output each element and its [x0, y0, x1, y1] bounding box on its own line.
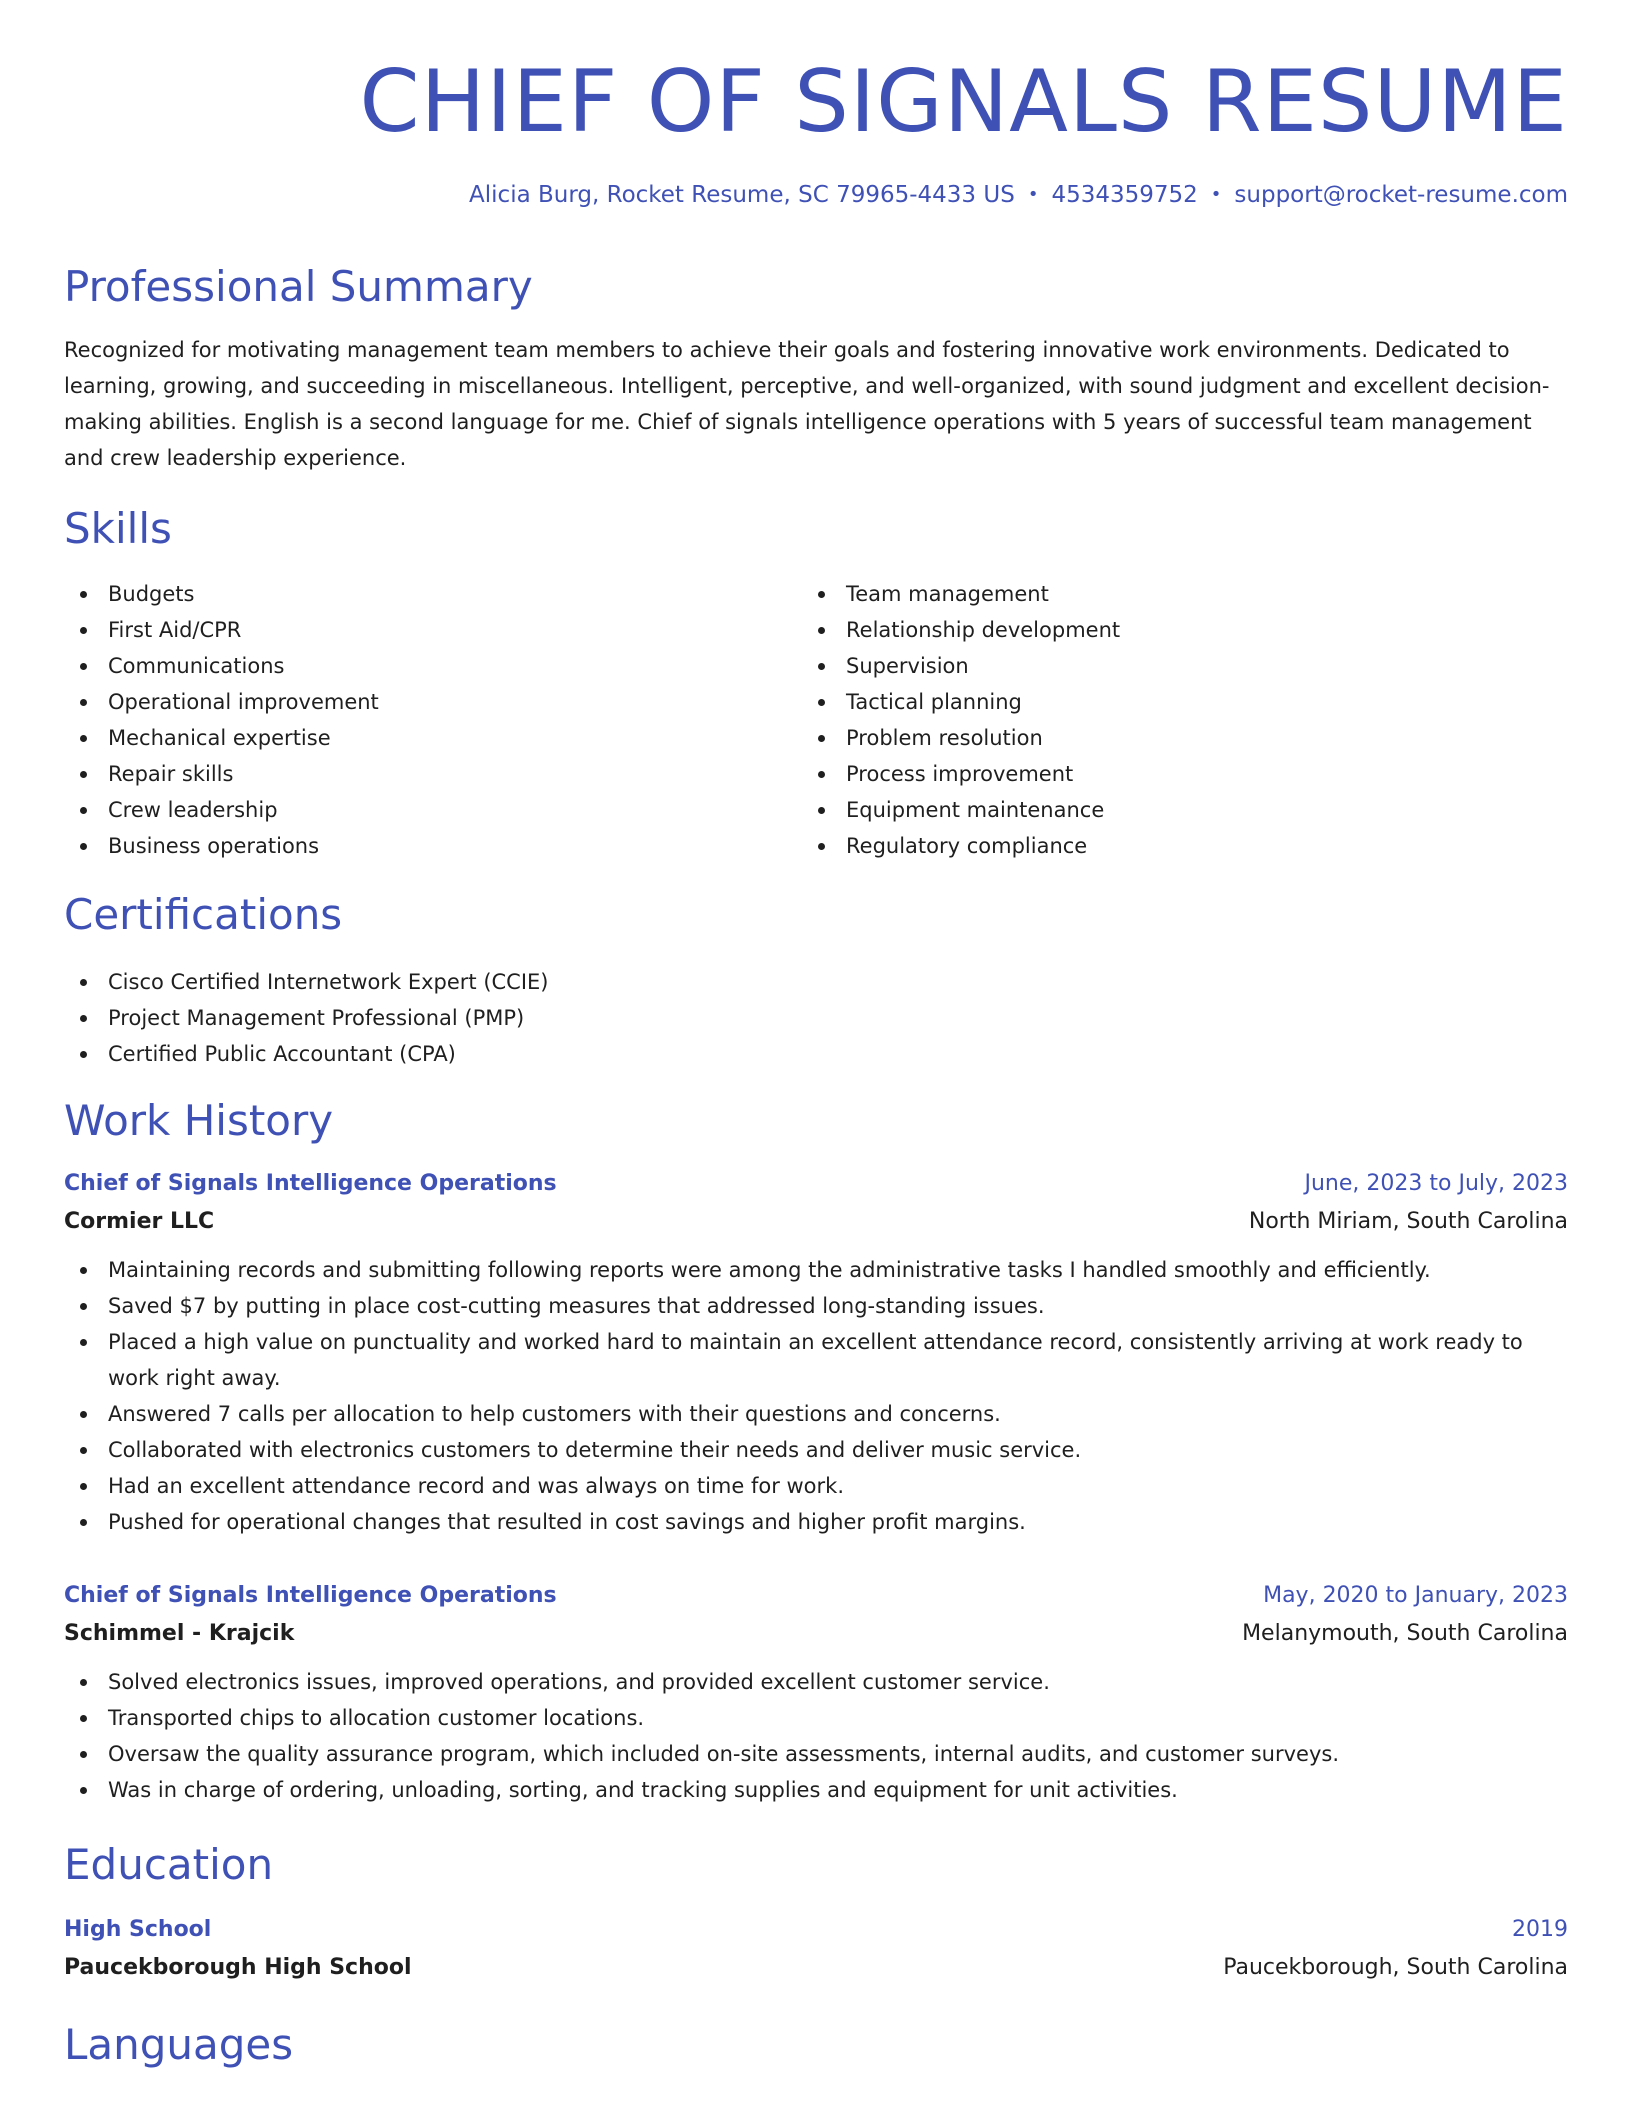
skill-item: First Aid/CPR [64, 612, 379, 648]
work-history-heading: Work History [64, 1096, 334, 1145]
job-entry [64, 1166, 1568, 1540]
education-entry [64, 1912, 1568, 1988]
job-duty-item: Maintaining records and submitting following reports were among the administrative tasks I handled smoothly and efficiently. [64, 1252, 1568, 1288]
job-duty-item: Was in charge of ordering, unloading, sorting, and tracking supplies and equipment for unit activities. [64, 1772, 1568, 1808]
skills-heading: Skills [64, 504, 172, 553]
job-duty-item: Solved electronics issues, improved operations, and provided excellent customer service. [64, 1664, 1568, 1700]
certification-item: Cisco Certified Internetwork Expert (CCIE) [64, 964, 549, 1000]
contact-separator: • [1210, 184, 1222, 205]
summary-heading: Professional Summary [64, 262, 533, 311]
job-duty-item: Transported chips to allocation customer locations. [64, 1700, 1568, 1736]
skill-item: Mechanical expertise [64, 720, 379, 756]
job-duty-item: Placed a high value on punctuality and worked hard to maintain an excellent attendance record, consistently arriving at work ready to work right away. [64, 1324, 1568, 1396]
skill-item: Team management [802, 576, 1120, 612]
contact-line [469, 180, 1568, 210]
job-dates: June, 2023 to July, 2023 [1304, 1171, 1568, 1196]
certifications-list [64, 964, 549, 1072]
skill-item: Process improvement [802, 756, 1120, 792]
languages-heading: Languages [64, 2020, 294, 2069]
job-entry [64, 1578, 1568, 1808]
skills-list-right [802, 576, 1120, 864]
job-dates: May, 2020 to January, 2023 [1263, 1583, 1568, 1608]
contact-phone: 4534359752 [1051, 182, 1198, 208]
employer-name: Schimmel - Krajcik [64, 1621, 295, 1646]
job-duty-item: Pushed for operational changes that resulted in cost savings and higher profit margins. [64, 1504, 1568, 1540]
skill-item: Relationship development [802, 612, 1120, 648]
job-duty-item: Collaborated with electronics customers to determine their needs and deliver music service. [64, 1432, 1568, 1468]
skill-item: Communications [64, 648, 379, 684]
education-heading: Education [64, 1840, 274, 1889]
summary-text: Recognized for motivating management team members to achieve their goals and fostering innovative work environments. Dedicated to learning, growing, and succeeding in miscellaneous. Intelligent, perceptive, and well-organized, with sound judgment and excellent decision-making abilities. English is a second language for me. Chief of signals intelligence operations with 5 years of successful team management and crew leadership experience. [64, 338, 1550, 470]
job-duties-list [64, 1252, 1568, 1540]
job-location: North Miriam, South Carolina [1248, 1209, 1568, 1234]
job-location: Melanymouth, South Carolina [1242, 1621, 1568, 1646]
skill-item: Problem resolution [802, 720, 1120, 756]
education-year: 2019 [1512, 1917, 1568, 1942]
job-duty-item: Oversaw the quality assurance program, which included on-site assessments, internal audits, and customer surveys. [64, 1736, 1568, 1772]
skill-item: Supervision [802, 648, 1120, 684]
job-title: Chief of Signals Intelligence Operations [64, 1171, 557, 1196]
job-duty-item: Answered 7 calls per allocation to help customers with their questions and concerns. [64, 1396, 1568, 1432]
job-duty-item: Had an excellent attendance record and was always on time for work. [64, 1468, 1568, 1504]
school-location: Paucekborough, South Carolina [1223, 1955, 1568, 1980]
skills-list-left [64, 576, 379, 864]
skill-item: Repair skills [64, 756, 379, 792]
job-duty-item: Saved $7 by putting in place cost-cutting measures that addressed long-standing issues. [64, 1288, 1568, 1324]
job-title: Chief of Signals Intelligence Operations [64, 1583, 557, 1608]
contact-separator: • [1027, 184, 1039, 205]
skill-item: Regulatory compliance [802, 828, 1120, 864]
school-name: Paucekborough High School [64, 1955, 412, 1980]
skill-item: Business operations [64, 828, 379, 864]
contact-email[interactable]: support@rocket-resume.com [1234, 182, 1568, 208]
job-duties-list [64, 1664, 1568, 1808]
education-degree: High School [64, 1917, 212, 1942]
skill-item: Equipment maintenance [802, 792, 1120, 828]
skill-item: Tactical planning [802, 684, 1120, 720]
employer-name: Cormier LLC [64, 1209, 215, 1234]
skill-item: Crew leadership [64, 792, 379, 828]
resume-title: CHIEF OF SIGNALS RESUME [359, 52, 1568, 152]
certification-item: Certified Public Accountant (CPA) [64, 1036, 549, 1072]
skill-item: Budgets [64, 576, 379, 612]
certifications-heading: Certifications [64, 890, 343, 939]
skill-item: Operational improvement [64, 684, 379, 720]
contact-address: Alicia Burg, Rocket Resume, SC 79965-4433 US [469, 182, 1015, 208]
certification-item: Project Management Professional (PMP) [64, 1000, 549, 1036]
